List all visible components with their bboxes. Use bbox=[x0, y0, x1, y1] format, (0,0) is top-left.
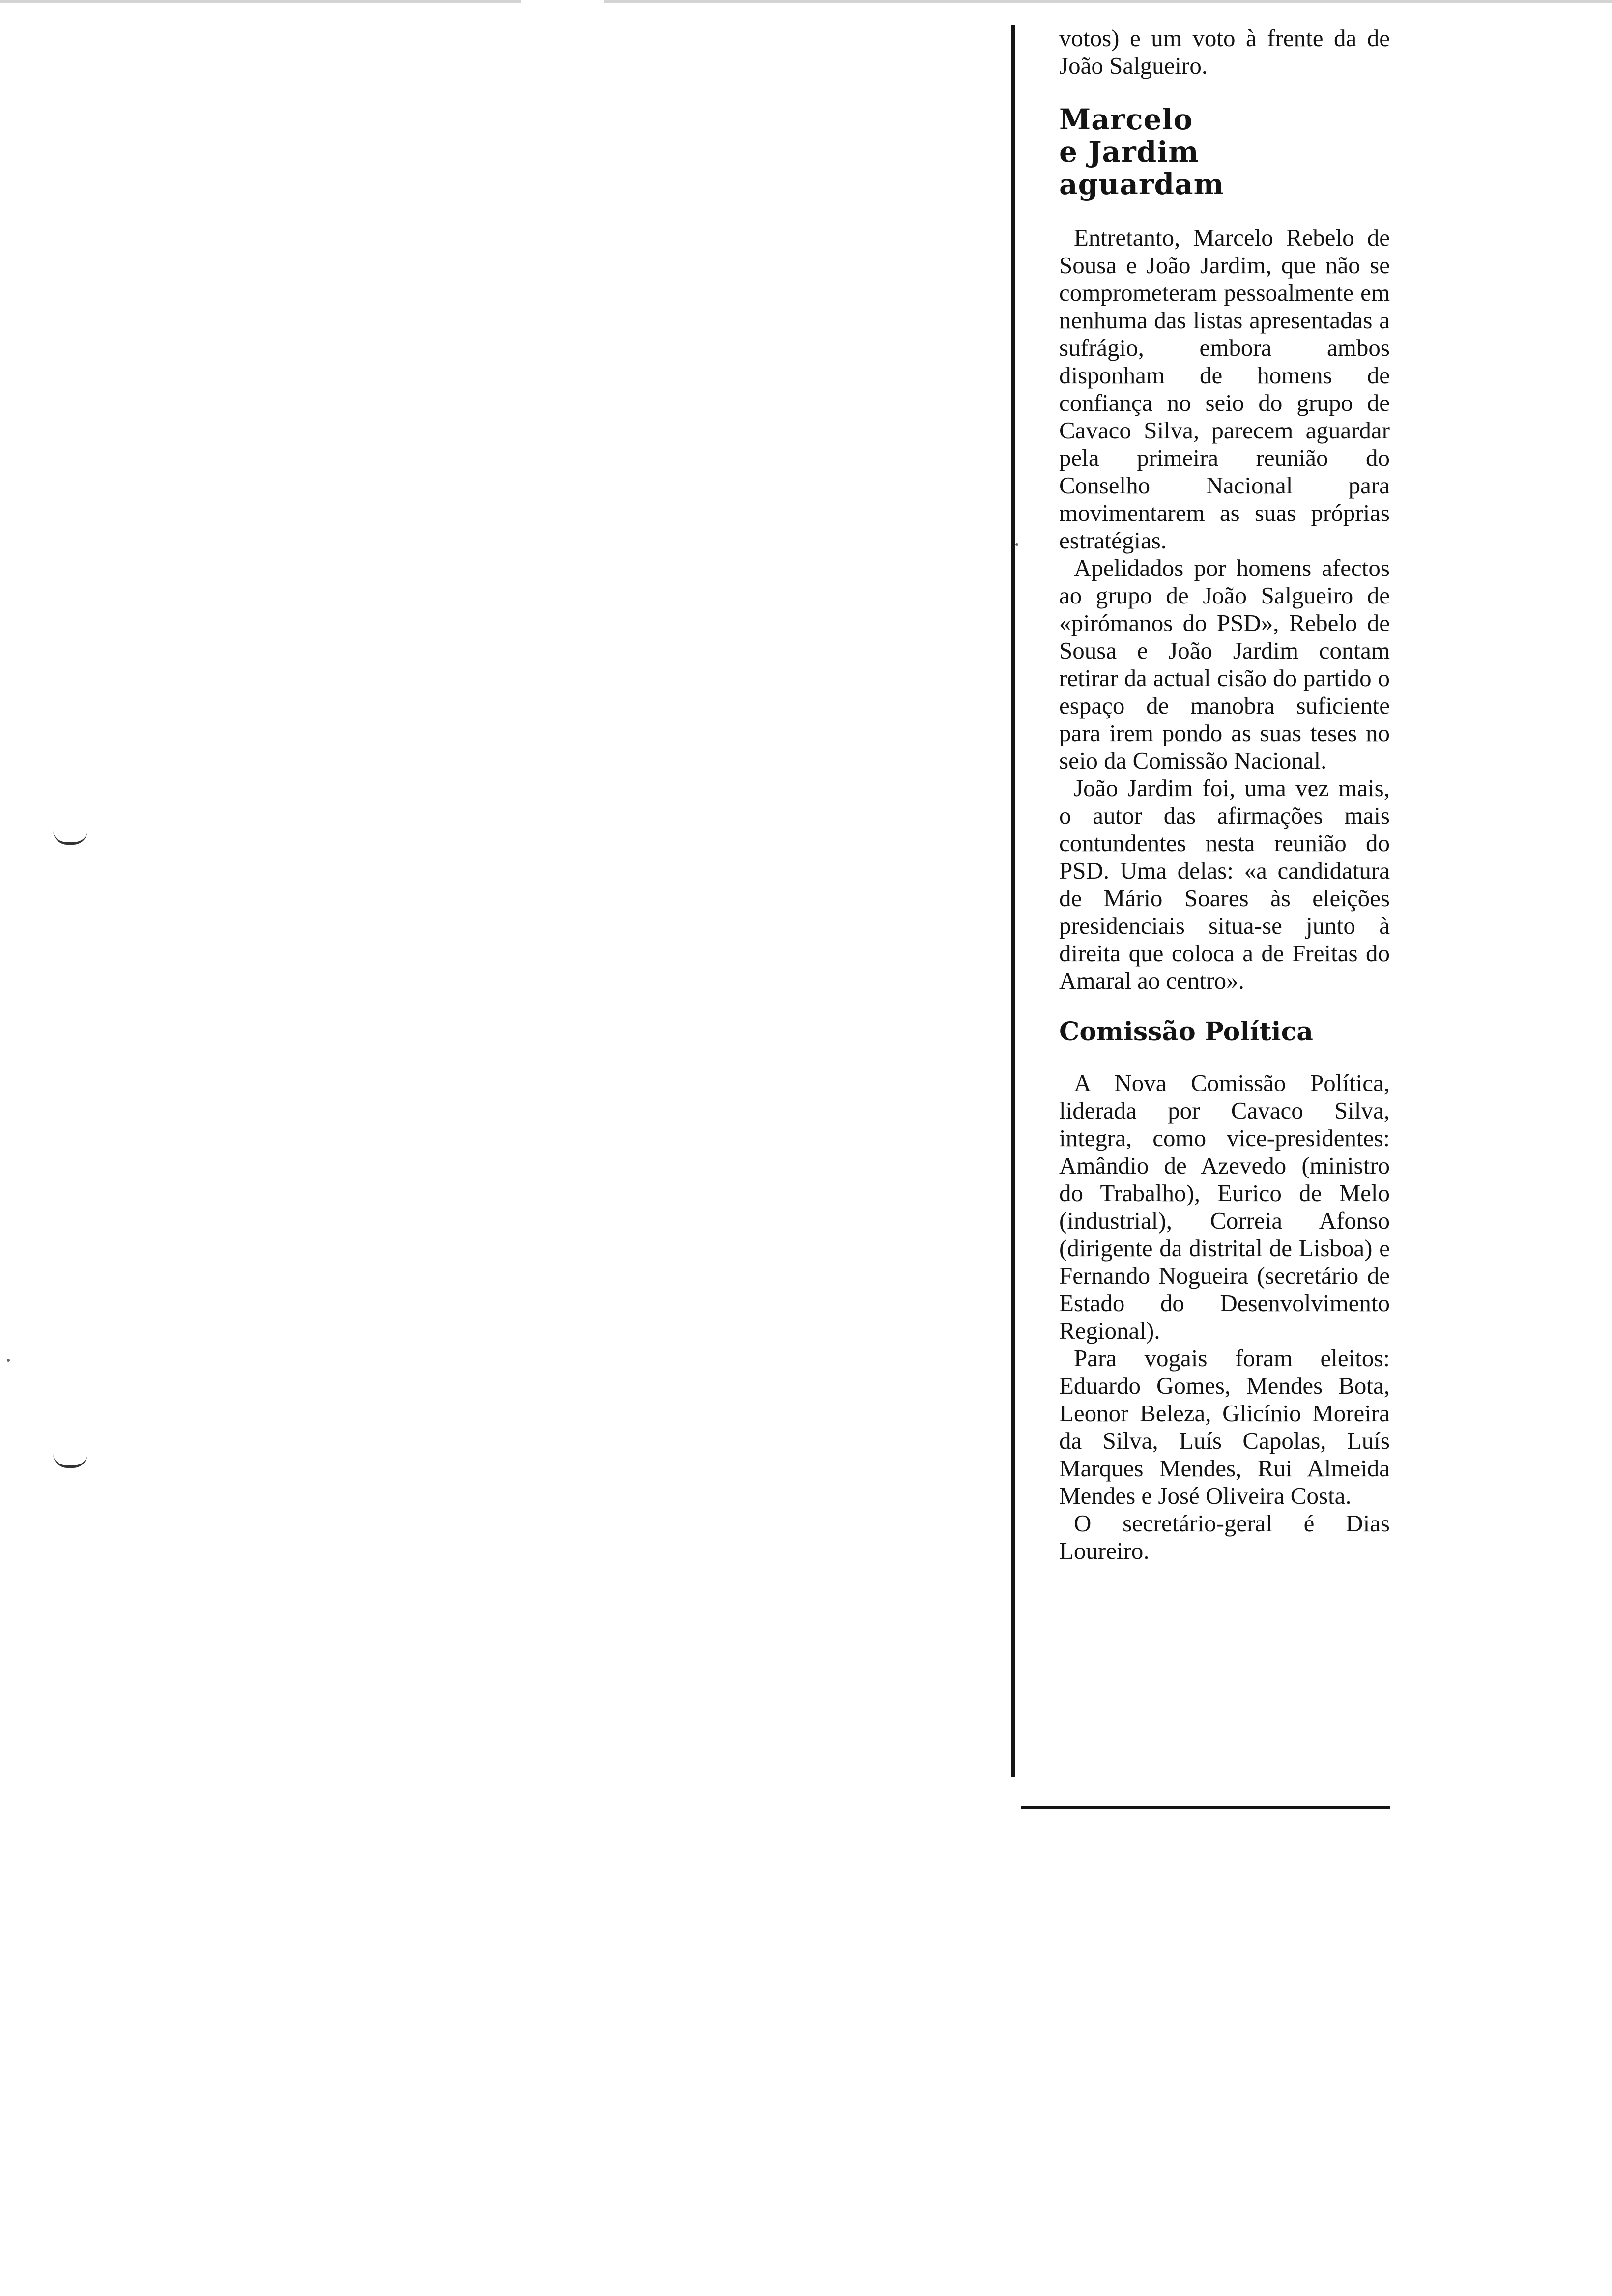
heading-line: aguardam bbox=[1059, 168, 1224, 201]
section-body-marcelo bbox=[1059, 224, 1390, 995]
heading-line: e Jardim bbox=[1059, 135, 1199, 169]
body-paragraph: João Jardim foi, uma vez mais, o autor das afirmações mais contundentes nesta reunião do PSD. Uma delas: «a candidatura de Mário Soares às eleições presidenciais situa-se junto à direita que coloca a de Freitas do Amaral ao centro». bbox=[1059, 775, 1390, 994]
body-paragraph: Apelidados por homens afectos ao grupo de João Salgueiro de «pirómanos do PSD», Rebelo de Sousa e João Jardim contam retirar da actual cisão do partido o espaço de manobra suficiente para irem pondo as suas teses no seio da Comissão Nacional. bbox=[1059, 554, 1390, 774]
section-body-comissao bbox=[1059, 1069, 1390, 1565]
margin-punch-mark-lower bbox=[53, 1454, 87, 1468]
body-paragraph: Para vogais foram eleitos: Eduardo Gomes, Mendes Bota, Leonor Beleza, Glicínio Moreira da Silva, Luís Capolas, Luís Marques Mendes, Rui Almeida Mendes e José Oliveira Costa. bbox=[1059, 1345, 1390, 1509]
page-top-edge bbox=[0, 0, 1612, 3]
scan-speck bbox=[7, 1359, 10, 1362]
margin-punch-mark-upper bbox=[53, 831, 87, 845]
body-paragraph: Entretanto, Marcelo Rebelo de Sousa e João Jardim, que não se comprometeram pessoalmente em nenhuma das listas apresentadas a sufrágio, embora ambos disponham de homens de confiança no seio do grupo de Cavaco Silva, parecem aguardar pela primeira reunião do Conselho Nacional para movimentarem as suas próprias estratégias. bbox=[1059, 224, 1390, 554]
article-column bbox=[1011, 25, 1395, 1777]
section-heading-comissao: Comissão Política bbox=[1059, 1017, 1313, 1047]
intro-paragraph: votos) e um voto à frente da de João Salgueiro. bbox=[1059, 25, 1390, 79]
section-heading-marcelo bbox=[1059, 103, 1390, 201]
heading-line: Marcelo bbox=[1059, 103, 1193, 136]
article-end-rule bbox=[1021, 1806, 1390, 1809]
body-paragraph: O secretário-geral é Dias Loureiro. bbox=[1059, 1510, 1390, 1564]
body-paragraph: A Nova Comissão Política, liderada por Cavaco Silva, integra, como vice-presidentes: Amândio de Azevedo (ministro do Trabalho), Eurico de Melo (industrial), Correia Afonso (dirigente da distrital de Lisboa) e Fernando Nogueira (secretário de Estado do Desenvolvimento Regional). bbox=[1059, 1069, 1390, 1344]
